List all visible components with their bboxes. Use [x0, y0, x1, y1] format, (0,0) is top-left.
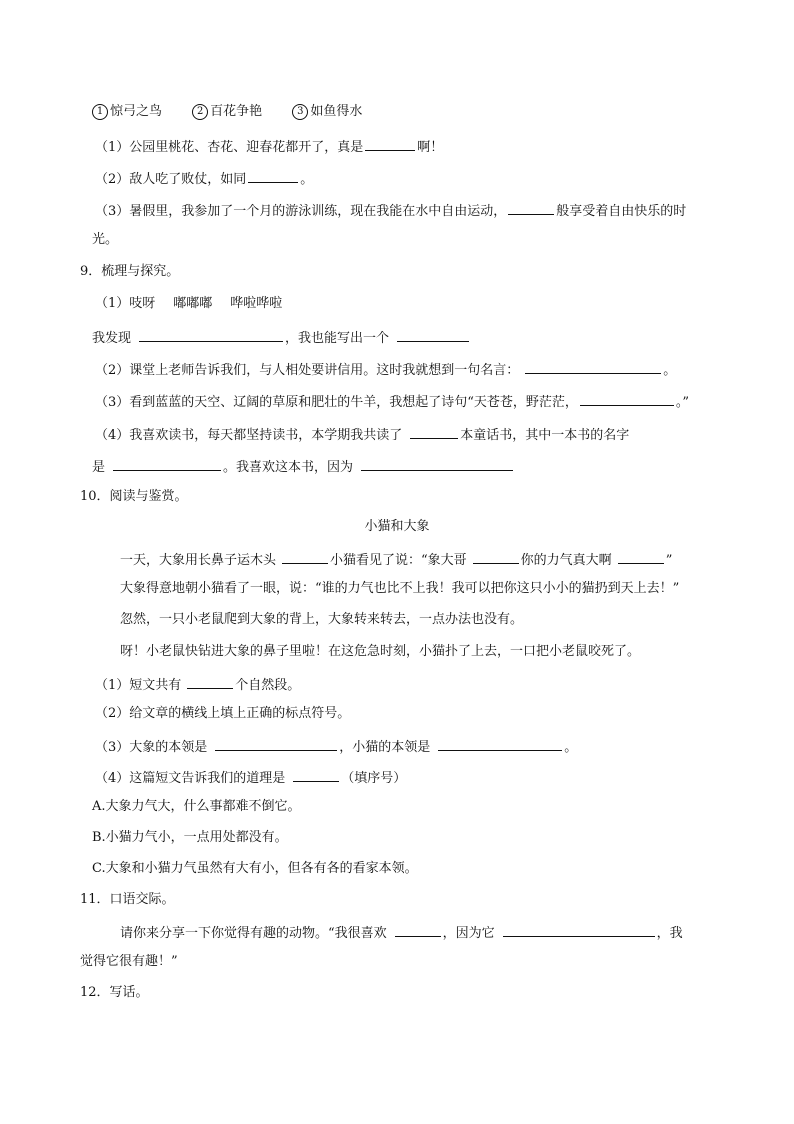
punctuation-blank[interactable]	[473, 549, 519, 564]
q10-sub-4	[95, 767, 406, 788]
onomatopoeia: 哗啦哗啦	[230, 296, 283, 311]
q10-sub-3	[95, 736, 577, 757]
answer-blank[interactable]	[293, 767, 339, 782]
q8-sentence-3	[95, 200, 686, 221]
option-number: 3	[292, 104, 308, 120]
sentence-text: 。	[300, 172, 314, 187]
idiom-option	[192, 103, 262, 121]
answer-blank[interactable]	[139, 327, 283, 342]
answer-blank[interactable]	[397, 327, 469, 342]
sentence-text: 你的力气真大啊	[520, 553, 612, 568]
passage-paragraph-2: 大象得意地朝小猫看了一眼，说：“谁的力气也比不上我！我可以把你这只小小的猫扔到天上去！”	[120, 581, 680, 596]
idiom-option	[292, 103, 362, 121]
answer-blank[interactable]	[113, 456, 221, 471]
answer-blank[interactable]	[508, 200, 554, 215]
answer-blank[interactable]	[365, 136, 415, 151]
answer-blank[interactable]	[503, 922, 655, 937]
sentence-text: 。我喜欢这本书，因为	[223, 460, 354, 475]
option-text: 百花争艳	[210, 104, 263, 119]
answer-blank[interactable]	[395, 922, 441, 937]
sentence-text: 我发现	[92, 331, 132, 346]
q10-sub-1	[95, 674, 300, 695]
sentence-text: （2）敌人吃了败仗，如同	[95, 172, 247, 187]
answer-blank[interactable]	[410, 424, 458, 439]
q8-sentence-1	[95, 136, 443, 157]
option-text: 如鱼得水	[310, 104, 363, 119]
option-c: C.大象和小猫力气虽然有大有小，但各有各的看家本领。	[92, 861, 418, 876]
answer-blank[interactable]	[361, 456, 513, 471]
sentence-text: ，我也能写出一个	[285, 331, 390, 346]
sentence-text: 。	[663, 363, 677, 378]
passage-paragraph-3: 忽然，一只小老鼠爬到大象的背上，大象转来转去，一点办法也没有。	[120, 612, 524, 627]
sentence-text: （3）大象的本领是	[95, 740, 208, 755]
q11-heading: 11．口语交际。	[80, 892, 175, 907]
q9-part-2	[95, 359, 676, 380]
passage-paragraph-1	[120, 549, 672, 570]
q9-part-1	[95, 295, 282, 313]
sentence-text: （填序号）	[341, 771, 407, 786]
sentence-text: 本童话书，其中一本书的名字	[460, 428, 630, 443]
option-b: B.小猫力气小，一点用处都没有。	[92, 830, 288, 845]
sentence-text: （3）暑假里，我参加了一个月的游泳训练，现在我能在水中自由运动，	[95, 204, 507, 219]
q9-part-4	[95, 424, 629, 445]
sentence-text: 小猫看见了说：“象大哥	[330, 553, 467, 568]
sentence-text: ，因为它	[442, 926, 495, 941]
q9-heading: 9．梳理与探究。	[80, 264, 180, 279]
sentence-text: 。	[564, 740, 578, 755]
q11-line-2: 觉得它很有趣！”	[80, 954, 178, 969]
sentence-text: （1）公园里桃花、杏花、迎春花都开了，真是	[95, 140, 364, 155]
sentence-text: （4）这篇短文告诉我们的道理是	[95, 771, 286, 786]
sentence-text: （2）课堂上老师告诉我们，与人相处要讲信用。这时我就想到一句名言：	[95, 363, 520, 378]
passage-title: 小猫和大象	[364, 519, 430, 534]
q9-part-3	[95, 391, 689, 412]
q9-part-4-cont	[92, 456, 515, 477]
q10-sub-2: （2）给文章的横线上填上正确的标点符号。	[95, 706, 351, 721]
passage-paragraph-4: 呀！小老鼠快钻进大象的鼻子里啦！在这危急时刻，小猫扑了上去，一口把小老鼠咬死了。	[120, 644, 641, 659]
sentence-text: 般享受着自由快乐的时	[556, 204, 687, 219]
q11-line-1	[120, 922, 683, 943]
sentence-text: 。”	[675, 395, 690, 410]
idiom-option	[92, 103, 162, 121]
sentence-text: 个自然段。	[235, 678, 301, 693]
punctuation-blank[interactable]	[282, 549, 328, 564]
q8-sentence-3-cont: 光。	[92, 232, 119, 247]
sentence-text: ”	[665, 553, 673, 568]
punctuation-blank[interactable]	[618, 549, 664, 564]
sentence-text: （1）短文共有	[95, 678, 182, 693]
q8-sentence-2	[95, 168, 313, 189]
sentence-text: ，我	[656, 926, 683, 941]
q10-heading: 10．阅读与鉴赏。	[80, 489, 188, 504]
onomatopoeia: （1）吱呀	[95, 296, 156, 311]
q12-heading: 12．写话。	[80, 985, 149, 1000]
sentence-text: ，小猫的本领是	[339, 740, 431, 755]
sentence-text: （4）我喜欢读书，每天都坚持读书，本学期我共读了	[95, 428, 403, 443]
answer-blank[interactable]	[580, 391, 674, 406]
answer-blank[interactable]	[187, 674, 233, 689]
option-number: 2	[192, 104, 208, 120]
answer-blank[interactable]	[438, 736, 562, 751]
idiom-options	[92, 103, 388, 121]
option-a: A.大象力气大，什么事都难不倒它。	[92, 799, 301, 814]
q9-part-1-answer	[92, 327, 471, 348]
onomatopoeia: 嘟嘟嘟	[173, 296, 213, 311]
option-text: 惊弓之鸟	[110, 104, 163, 119]
sentence-text: 啊！	[417, 140, 444, 155]
sentence-text: 一天，大象用长鼻子运木头	[120, 553, 277, 568]
answer-blank[interactable]	[248, 168, 298, 183]
sentence-text: 是	[92, 460, 106, 475]
answer-blank[interactable]	[525, 359, 661, 374]
answer-blank[interactable]	[215, 736, 337, 751]
option-number: 1	[92, 104, 108, 120]
sentence-text: （3）看到蓝蓝的天空、辽阔的草原和肥壮的牛羊，我想起了诗句“天苍苍，野茫茫，	[95, 395, 578, 410]
sentence-text: 请你来分享一下你觉得有趣的动物。“我很喜欢	[120, 926, 387, 941]
